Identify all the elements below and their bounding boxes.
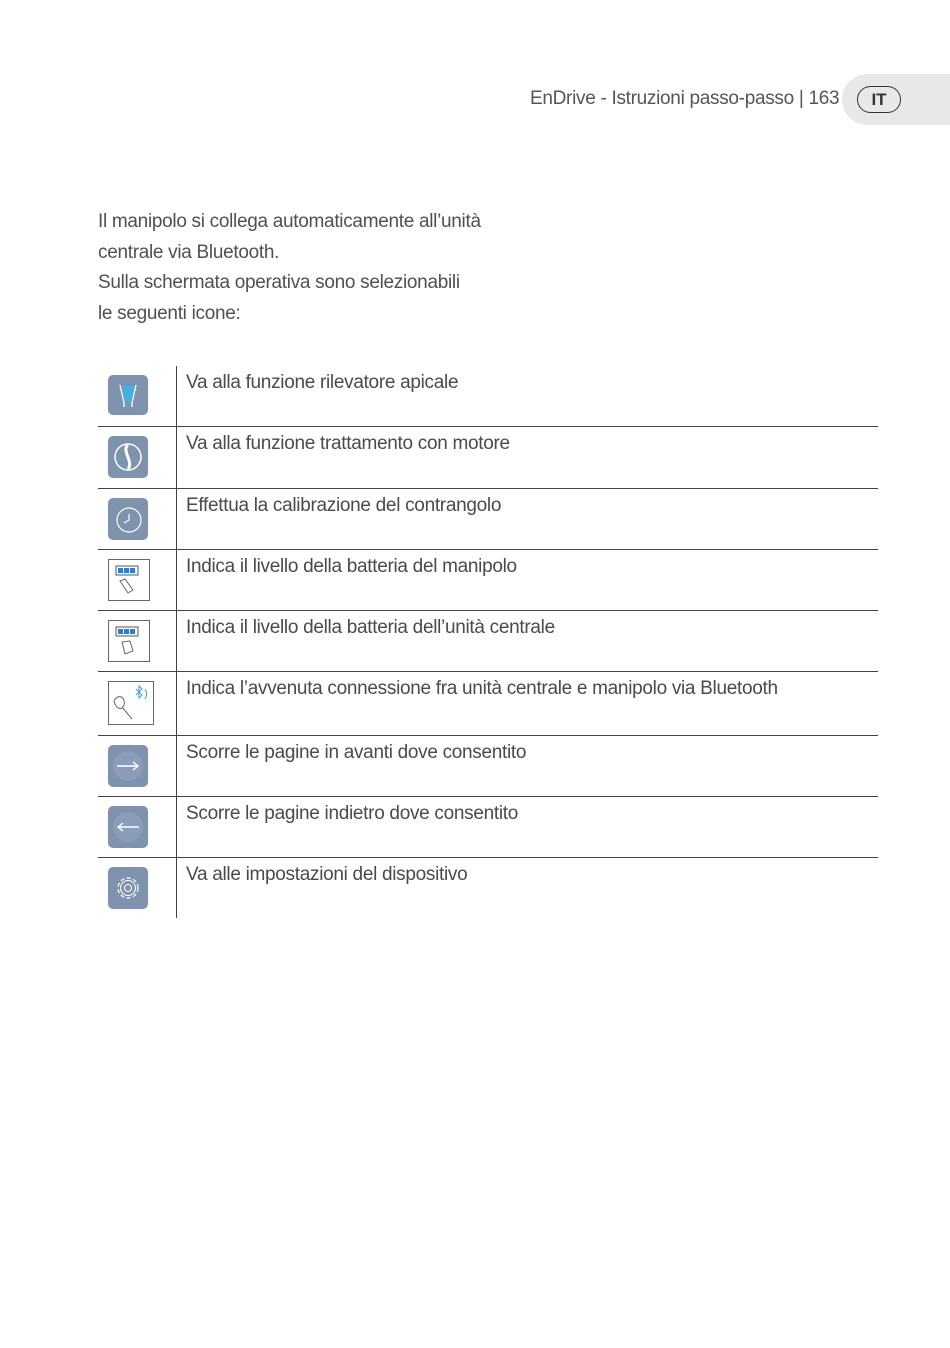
motor-treatment-icon: [108, 436, 148, 478]
table-row: [98, 736, 878, 797]
row-description: Scorre le pagine in avanti dove consentito: [186, 742, 527, 763]
intro-line: Il manipolo si collega automaticamente all’unità: [98, 211, 481, 232]
intro-text: [98, 207, 481, 329]
row-description: Indica il livello della batteria del manipolo: [186, 556, 517, 577]
apex-locator-icon: [108, 375, 148, 415]
table-row: [98, 489, 878, 550]
bluetooth-connection-icon: [108, 681, 154, 725]
table-row: [98, 858, 878, 918]
row-description: Indica l’avvenuta connessione fra unità centrale e manipolo via Bluetooth: [186, 678, 778, 699]
gear-icon: [108, 867, 148, 909]
row-description: Scorre le pagine indietro dove consentito: [186, 803, 519, 824]
table-row: [98, 550, 878, 611]
row-description: Effettua la calibrazione del contrangolo: [186, 495, 502, 516]
language-badge: IT: [857, 86, 901, 113]
table-row: [98, 611, 878, 672]
table-row: [98, 672, 878, 736]
unit-battery-icon: [108, 620, 150, 662]
intro-line: centrale via Bluetooth.: [98, 241, 280, 263]
intro-line: le seguenti icone:: [98, 302, 241, 324]
handpiece-battery-icon: [108, 559, 150, 601]
row-description: Va alle impostazioni del dispositivo: [186, 864, 468, 885]
icon-table: [98, 366, 878, 918]
table-row: [98, 366, 878, 427]
table-row: [98, 797, 878, 858]
calibration-icon: [108, 498, 148, 540]
table-row: [98, 427, 878, 489]
intro-line: Sulla schermata operativa sono selezionabili: [98, 272, 460, 293]
arrow-left-icon: [108, 806, 148, 848]
row-description: Va alla funzione rilevatore apicale: [186, 372, 459, 393]
arrow-right-icon: [108, 745, 148, 787]
page-header: EnDrive - Istruzioni passo-passo | 163: [530, 88, 840, 109]
row-description: Indica il livello della batteria dell’unità centrale: [186, 617, 555, 638]
row-description: Va alla funzione trattamento con motore: [186, 433, 510, 454]
